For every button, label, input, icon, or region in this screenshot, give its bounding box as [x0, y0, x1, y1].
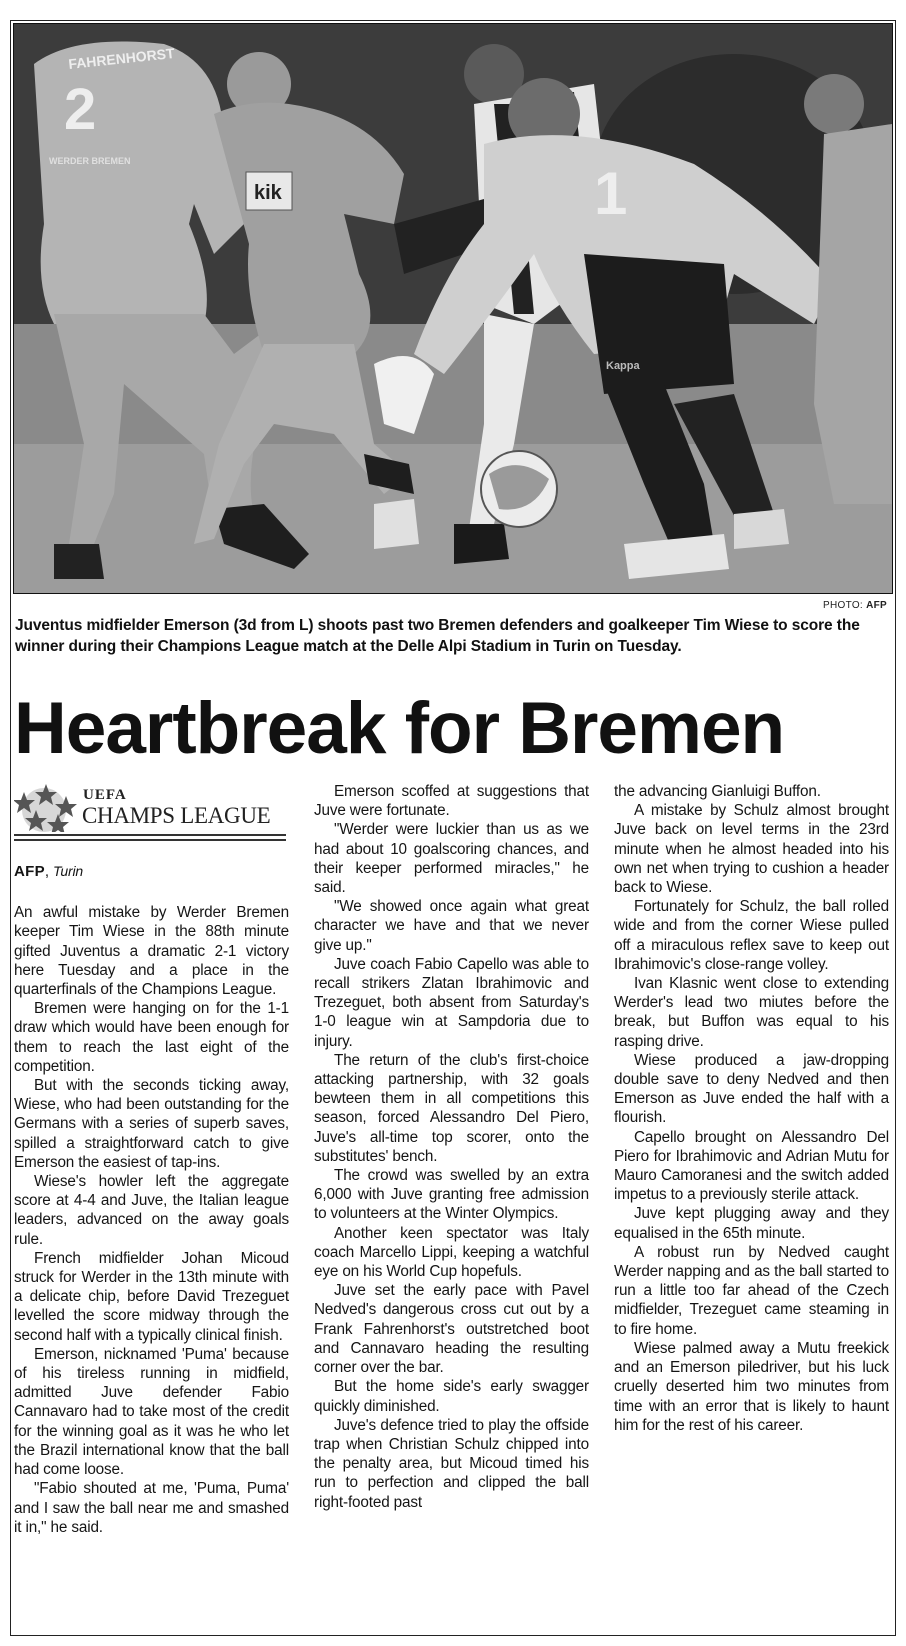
paragraph: French midfielder Johan Micoud struck for Werder in the 13th minute with a delicate chip, before David Trezeguet levelled the score midway through the second half with a typically clinical finish. [14, 1249, 289, 1344]
photo-credit-source: AFP [866, 600, 887, 611]
paragraph: But with the seconds ticking away, Wiese, who had been outstanding for the Germans with a series of superb saves, spilled a straightforward catch to give Emerson the easiest of tap-ins. [14, 1077, 289, 1171]
paragraph: "We showed once again what great character we have and that we never give up." [314, 898, 589, 954]
article-column-3 [614, 782, 889, 1435]
paragraph: An awful mistake by Werder Bremen keeper Tim Wiese in the 88th minute gifted Juventus a dramatic 2-1 victory here Tuesday and a place in the quarterfinals of the Champions League. [14, 904, 289, 999]
dateline: AFP, Turin [14, 863, 84, 880]
paragraph: Bremen were hanging on for the 1-1 draw which would have been enough for them to reach the last eight of the competition. [14, 1000, 289, 1075]
paragraph: But the home side's early swagger quickly diminished. [314, 1378, 589, 1415]
paragraph: Fortunately for Schulz, the ball rolled wide and from the corner Wiese pulled off a miraculous reflex save to keep out Ibrahimovic's close-range volley. [614, 898, 889, 973]
paragraph: the advancing Gianluigi Buffon. [614, 783, 821, 800]
paragraph: Wiese produced a jaw-dropping double save to deny Nedved and then Emerson as Juve ended the half with a flourish. [614, 1051, 889, 1127]
starball-icon [14, 782, 89, 832]
paragraph: Juve set the early pace with Pavel Nedved's dangerous cross cut out by a Frank Fahrenhorst's outstretched boot and Cannavaro heading the resulting corner over the bar. [314, 1282, 589, 1377]
paragraph: The crowd was swelled by an extra 6,000 with Juve granting free admission to volunteers at the Winter Olympics. [314, 1167, 589, 1223]
paragraph: Wiese palmed away a Mutu freekick and an Emerson piledriver, but his luck cruelly deserted him two minutes from time with an error that is likely to haunt him for the rest of his career. [614, 1339, 889, 1434]
article-column-1 [14, 782, 289, 1537]
photo-credit-label: PHOTO: [823, 600, 863, 611]
paragraph: "Werder were luckier than us as we had about 10 goalscoring chances, and their keeper performed miracles," he said. [314, 821, 589, 897]
match-photo [13, 23, 893, 594]
newspaper-page [10, 20, 896, 1636]
logo-rule-top [14, 834, 286, 836]
paragraph: A mistake by Schulz almost brought Juve back on level terms in the 23rd minute when he almost headed into his own net when trying to cushion a header back to Wiese. [614, 802, 889, 897]
photo-caption: Juventus midfielder Emerson (3d from L) shoots past two Bremen defenders and goalkeeper Tim Wiese to score the winner during their Champions League match at the Delle Alpi Stadium in Turin on Tuesday. [15, 617, 860, 655]
paragraph: Emerson, nicknamed 'Puma' because of his tireless running in midfield, admitted Juve defender Fabio Cannavaro had to take most of the credit for the winning goal as it was he who let the Brazil international know that the ball had come loose. [14, 1345, 289, 1479]
paragraph: Juve kept plugging away and they equalised in the 65th minute. [614, 1205, 889, 1242]
paragraph: Juve's defence tried to play the offside trap when Christian Schulz chipped into the penalty area, but Micoud timed his run to perfection and clipped the ball right-footed past [314, 1416, 589, 1511]
article-headline: Heartbreak for Bremen [14, 688, 785, 769]
jersey-number-alt: 1 [594, 160, 628, 227]
logo-champs-text: CHAMPS LEAGUE [82, 803, 271, 828]
paragraph: The return of the club's first-choice attacking partnership, with 32 goals bewteen them in all competitions this season, forced Alessandro Del Piero, Juve's all-time top scorer, onto the substitutes' bench. [314, 1051, 589, 1165]
logo-uefa-text: UEFA [83, 787, 127, 803]
paragraph: Wiese's howler left the aggregate score at 4-4 and Juve, the Italian league leaders, advanced on the away goals rule. [14, 1173, 289, 1248]
shorts-brand: Kappa [606, 360, 640, 372]
paragraph: Capello brought on Alessandro Del Piero for Ibrahimovic and Adrian Mutu for Mauro Camoranesi and the switch added impetus to a previously sterile attack. [614, 1128, 889, 1204]
paragraph: Another keen spectator was Italy coach Marcello Lippi, keeping a watchful eye on his World Cup hopefuls. [314, 1224, 589, 1281]
photo-credit [823, 600, 887, 611]
jersey-number: 2 [64, 77, 97, 142]
jersey-name: FAHRENHORST [67, 44, 176, 72]
photo-illustration [14, 24, 892, 593]
paragraph: Ivan Klasnic went close to extending Werder's lead two miutes before the break, but Buffon was equal to his rasping drive. [614, 975, 889, 1050]
jersey-sponsor: kik [254, 182, 282, 204]
jersey-club: WERDER BREMEN [49, 156, 131, 166]
uefa-champs-league-logo [14, 782, 289, 844]
paragraph: A robust run by Nedved caught Werder napping and as the ball started to run a little too far ahead of the Czech midfielder, Trezeguet came steaming in to fire home. [614, 1243, 889, 1338]
dateline-place: Turin [52, 863, 84, 879]
paragraph: Emerson scoffed at suggestions that Juve were fortunate. [314, 783, 589, 820]
dateline-agency: AFP [14, 863, 45, 880]
paragraph: Juve coach Fabio Capello was able to recall strikers Zlatan Ibrahimovic and Trezeguet, both absent from Saturday's 1-0 league win at Sampdoria due to injury. [314, 955, 589, 1050]
paragraph: "Fabio shouted at me, 'Puma, Puma' and I saw the ball near me and smashed it in," he said. [14, 1480, 289, 1536]
article-column-2 [314, 782, 589, 1512]
logo-rule-bottom [14, 839, 286, 841]
